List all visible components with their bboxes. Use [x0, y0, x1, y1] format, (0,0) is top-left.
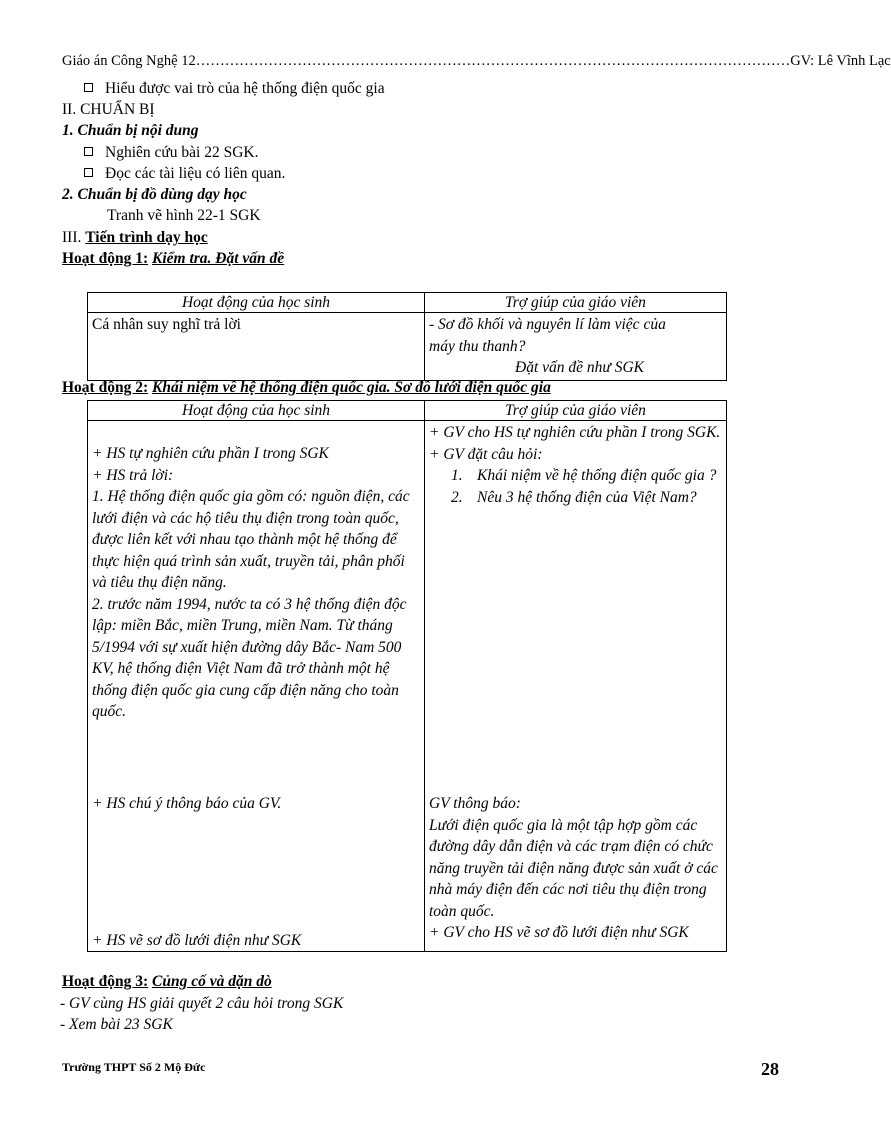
question-item: 2. Nêu 3 hệ thống điện của Việt Nam?	[451, 488, 697, 506]
student-cell: + HS tự nghiên cứu phần I trong SGK + HS trả lời: 1. Hệ thống điện quốc gia gồm có: nguồn điện, các lưới điện và các hộ tiêu thụ điện trong toàn quốc, được liên kết với nhau tạo thành một hệ thống để thực hiện quá trình sản xuất, truyền tải, phân phối và tiêu thụ điện năng. 2. trước năm 1994, nước ta có 3 hệ thống điện độc lập: miền Bắc, miền Trung, miền Nam. Từ tháng 5/1994 với sự xuất hiện đường dây Bắc- Nam 500 KV, hệ thống điện Việt Nam đã trở thành một hệ thống điện quốc gia cung cấp điện năng cho toàn quốc. + HS chú ý thông báo của GV. + HS vẽ sơ đồ lưới điện như SGK	[88, 421, 425, 952]
square-bullet-icon	[84, 147, 93, 156]
activity-3-heading: Hoạt động 3: Củng cố và dặn dò	[62, 973, 272, 990]
table-header: Hoạt động của học sinh	[88, 293, 425, 313]
header-left: Giáo án Công Nghệ 12	[62, 53, 196, 69]
activity-2-table	[87, 400, 727, 952]
student-cell: Cá nhân suy nghĩ trả lời	[88, 313, 425, 381]
page-header	[62, 53, 891, 70]
table-header: Hoạt động của học sinh	[88, 401, 425, 421]
square-bullet-icon	[84, 168, 93, 177]
activity-3-line: - Xem bài 23 SGK	[60, 1016, 173, 1033]
teacher-cell: - Sơ đồ khối và nguyên lí làm việc của máy thu thanh? Đặt vấn đề như SGK	[425, 313, 727, 381]
section-2-sub1-title: 1. Chuẩn bị nội dung	[62, 122, 199, 139]
question-item: 1. Khái niệm về hệ thống điện quốc gia ?	[451, 467, 717, 484]
footer-school: Trường THPT Số 2 Mộ Đức	[62, 1060, 206, 1074]
header-dots: ……………………………………………………………………………………………………………	[195, 53, 791, 69]
activity-2-heading: Hoạt động 2: Khái niệm về hệ thống điện quốc gia. Sơ đồ lưới điện quốc gia	[62, 379, 551, 396]
square-bullet-icon	[84, 83, 93, 92]
section-2-title: II. CHUẨN BỊ	[62, 101, 155, 118]
materials-text: Tranh vẽ hình 22-1 SGK	[107, 207, 261, 224]
activity-1-heading: Hoạt động 1: Kiểm tra. Đặt vấn đề	[62, 250, 285, 267]
prep-item: Đọc các tài liệu có liên quan.	[84, 165, 285, 183]
activity-1-table	[87, 292, 727, 381]
activity-3-line: - GV cùng HS giải quyết 2 câu hỏi trong SGK	[60, 995, 344, 1012]
table-header: Trợ giúp của giáo viên	[425, 401, 727, 421]
table-header: Trợ giúp của giáo viên	[425, 293, 727, 313]
section-3-title: III. Tiến trình dạy học	[62, 229, 208, 246]
page-number: 28	[761, 1059, 779, 1079]
teacher-cell: + GV cho HS tự nghiên cứu phần I trong SGK. + GV đặt câu hỏi: 1. Khái niệm về hệ thống điện quốc gia ? 2. Nêu 3 hệ thống điện của Việt Nam? GV thông báo: Lưới điện quốc gia là một tập hợp gồm các đường dây dẫn điện và các trạm điện có chức năng truyền tải điện năng được sản xuất ở các nhà máy điện đến các nơi tiêu thụ điện trong toàn quốc. + GV cho HS vẽ sơ đồ lưới điện như SGK	[425, 421, 727, 952]
prep-item: Nghiên cứu bài 22 SGK.	[84, 144, 258, 162]
section-2-sub2-title: 2. Chuẩn bị đồ dùng dạy học	[62, 186, 247, 203]
header-right: GV: Lê Vĩnh Lạc	[790, 53, 891, 69]
objective-item: Hiểu được vai trò của hệ thống điện quốc gia	[84, 80, 385, 98]
